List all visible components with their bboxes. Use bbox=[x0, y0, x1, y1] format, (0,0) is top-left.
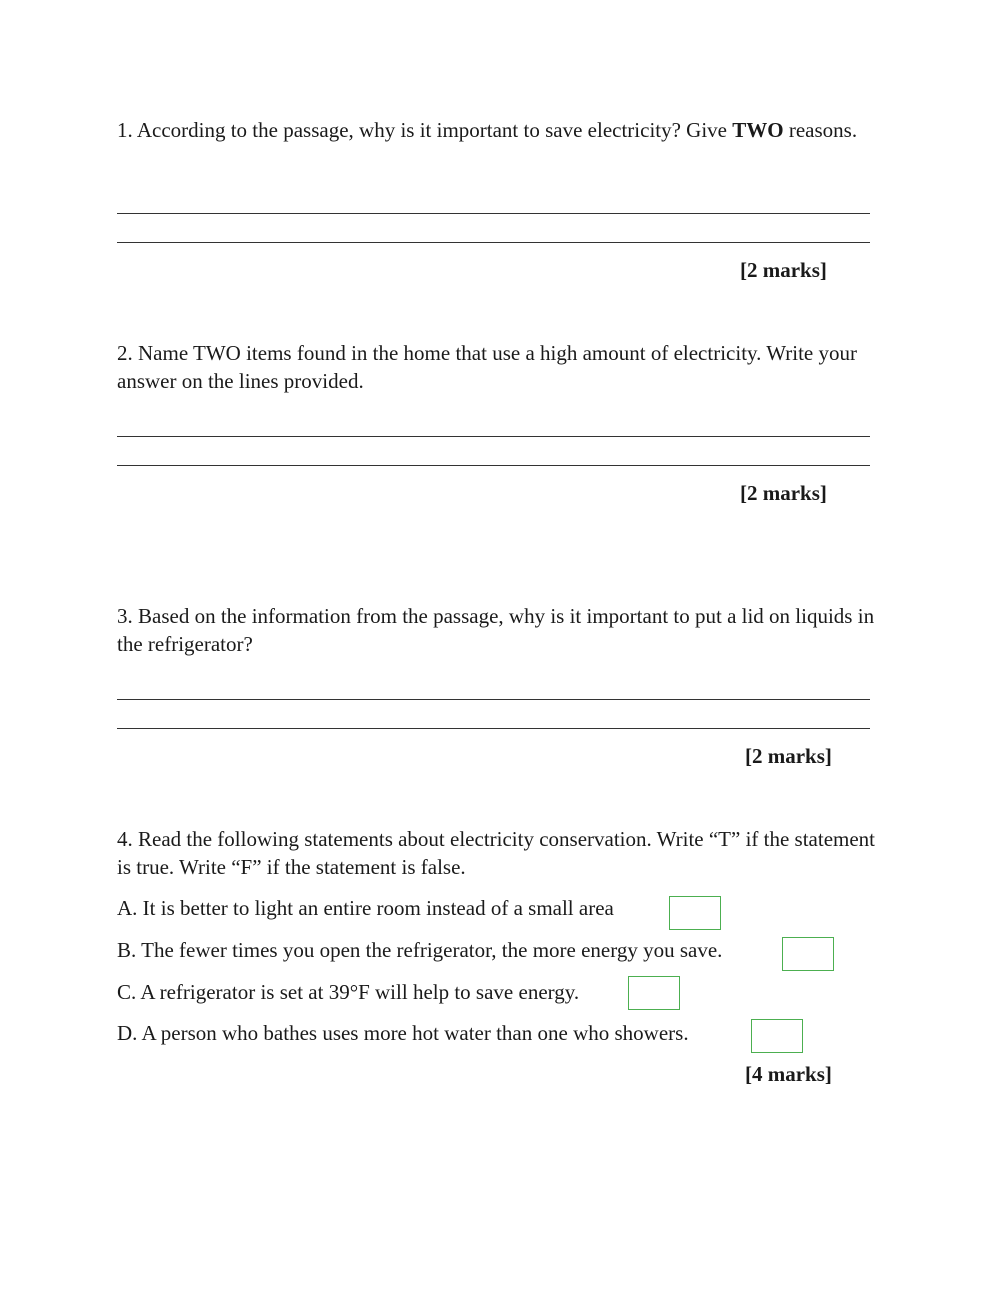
question-1-answer-line-2[interactable] bbox=[117, 213, 870, 243]
statement-b-answer-box[interactable] bbox=[782, 937, 834, 971]
statement-d: D. A person who bathes uses more hot water than one who showers. bbox=[117, 1021, 689, 1045]
statement-c: C. A refrigerator is set at 39°F will help to save energy. bbox=[117, 980, 580, 1004]
question-3-text: 3. Based on the information from the passage, why is it important to put a lid on liquids in the refrigerator? bbox=[117, 604, 875, 656]
statement-a: A. It is better to light an entire room instead of a small area bbox=[117, 896, 614, 920]
statement-c-answer-box[interactable] bbox=[628, 976, 680, 1010]
question-2-text: 2. Name TWO items found in the home that use a high amount of electricity. Write your answer on the lines provided. bbox=[117, 341, 857, 393]
question-4-marks: [4 marks] bbox=[745, 1062, 832, 1086]
question-2-answer-line-1[interactable] bbox=[117, 407, 870, 437]
question-4-text: 4. Read the following statements about electricity conservation. Write “T” if the statement is true. Write “F” if the statement is false. bbox=[117, 827, 876, 879]
statement-d-answer-box[interactable] bbox=[751, 1019, 803, 1053]
question-1-text bbox=[117, 116, 887, 144]
question-3-answer-line-2[interactable] bbox=[117, 699, 870, 729]
statement-b: B. The fewer times you open the refrigerator, the more energy you save. bbox=[117, 938, 723, 962]
question-3-marks: [2 marks] bbox=[745, 744, 832, 768]
question-1-suffix: reasons. bbox=[783, 118, 858, 142]
question-2-answer-line-2[interactable] bbox=[117, 436, 870, 466]
statement-a-answer-box[interactable] bbox=[669, 896, 721, 930]
question-1-answer-line-1[interactable] bbox=[117, 184, 870, 214]
question-2-marks: [2 marks] bbox=[740, 481, 827, 505]
question-1-marks: [2 marks] bbox=[740, 258, 827, 282]
question-1-bold: TWO bbox=[732, 118, 784, 142]
question-3-answer-line-1[interactable] bbox=[117, 670, 870, 700]
question-1-prefix: 1. According to the passage, why is it important to save electricity? Give bbox=[117, 118, 733, 142]
